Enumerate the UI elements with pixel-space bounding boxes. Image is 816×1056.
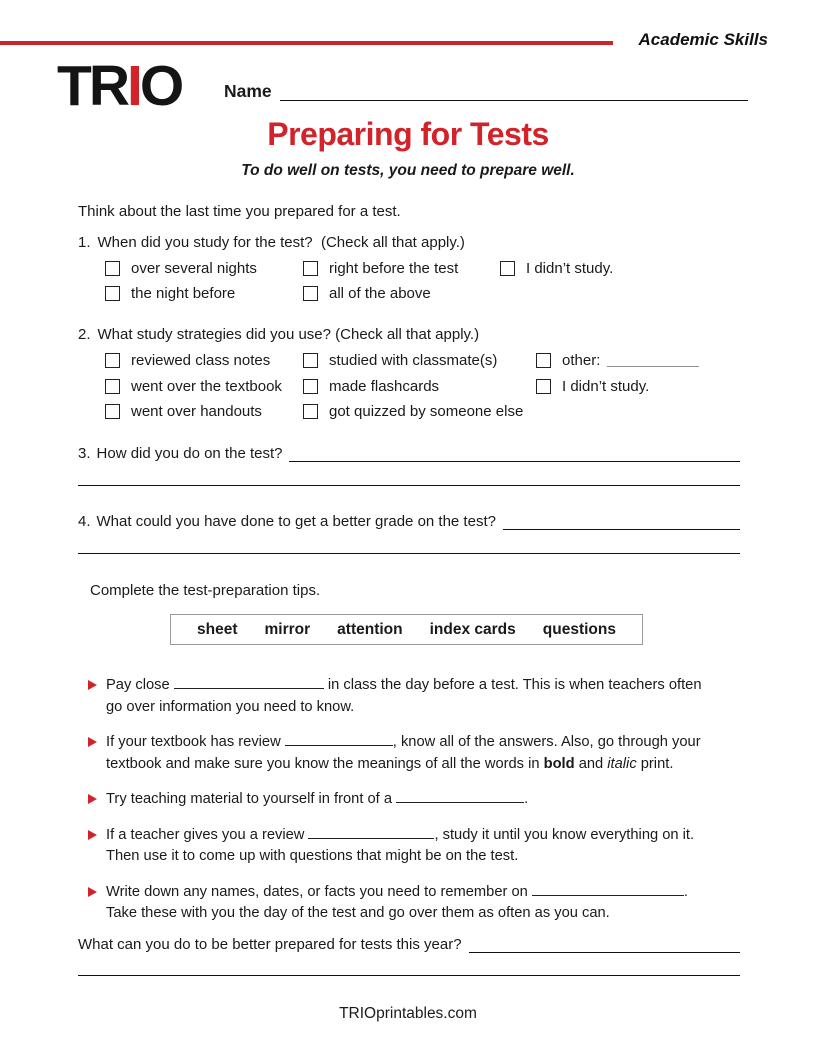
tip-2-italic-word: italic [607,755,637,772]
name-row [224,79,748,102]
question-3-number: 3. [78,445,91,462]
tip-2-line2-end: print. [636,755,674,772]
word-bank-item: questions [542,620,616,638]
option-q1-0 [105,256,303,281]
tip-4-blank[interactable] [308,826,434,839]
logo-text-i: I [126,54,140,118]
tip-4-pre: If a teacher gives you a review [106,826,309,843]
checkbox[interactable] [303,261,318,276]
checkbox[interactable] [303,404,318,419]
tip-3-text [106,789,528,811]
question-4-text: What could you have done to get a better grade on the test? [96,513,496,530]
option-label: I didn’t study. [562,377,650,395]
option-label: I didn’t study. [526,260,614,277]
name-label: Name [224,81,272,101]
option-label: over several nights [131,260,257,277]
checkbox[interactable] [105,353,120,368]
tip-1 [88,675,788,718]
intro-text: Think about the last time you prepared for a test. [78,203,401,220]
tip-2-blank[interactable] [285,733,393,746]
option-q1-2 [500,256,750,281]
logo-text-tr: TR [57,54,127,118]
tip-1-pre: Pay close [106,677,174,693]
tip-5-blank[interactable] [532,883,684,896]
option-label: all of the above [329,285,431,302]
option-q2-5 [536,374,750,400]
checkbox[interactable] [105,286,120,301]
tips-intro: Complete the test-preparation tips. [90,582,321,599]
tip-1-line2: go over information you need to know. [106,698,355,715]
final-question-text: What can you do to be better prepared for tests this year? [78,936,462,953]
option-label: went over handouts [131,403,262,421]
option-label: studied with classmate(s) [329,352,498,370]
checkbox[interactable] [536,379,551,394]
tip-4-line2: Then use it to come up with questions that might be on the test. [106,848,519,864]
question-3-answer-line[interactable] [289,444,740,462]
option-q2-other [536,348,750,374]
tip-2-text [106,732,701,775]
option-label: made flashcards [329,377,440,395]
checkbox[interactable] [105,261,120,276]
word-bank [170,614,643,645]
question-4-answer-line-2[interactable] [78,538,740,554]
question-3-answer-line-2[interactable] [78,470,740,486]
header-rule [0,41,613,45]
option-label: other: [562,352,601,370]
word-bank-item: index cards [429,620,516,638]
tip-4 [88,825,788,868]
tip-3 [88,789,788,811]
option-q1-3 [105,281,303,306]
question-4-number: 4. [78,513,91,530]
question-1 [78,234,465,251]
tip-3-blank[interactable] [396,790,524,803]
question-2-number: 2. [78,326,91,343]
question-1-number: 1. [78,234,91,251]
checkbox[interactable] [105,379,120,394]
checkbox[interactable] [303,353,318,368]
tip-1-text [106,675,702,718]
page-title: Preparing for Tests [267,116,549,152]
option-label: went over the textbook [131,377,282,395]
tip-5 [88,882,788,925]
option-q1-4 [303,281,500,306]
final-question-answer-line[interactable] [469,935,740,953]
bullet-triangle-icon [88,737,97,747]
page-subtitle: To do well on tests, you need to prepare well. [241,162,575,179]
question-1-text: When did you study for the test? (Check all that apply.) [97,234,465,251]
tip-5-line2: Take these with you the day of the test and go over them as often as you can. [106,905,610,921]
other-write-in-line[interactable] [607,354,699,367]
bullet-triangle-icon [88,680,97,690]
checkbox[interactable] [303,286,318,301]
question-2-options [105,348,750,425]
option-label: got quizzed by someone else [329,403,524,421]
tip-2-line2-mid: and [574,755,608,772]
tip-1-blank[interactable] [174,676,324,689]
bullet-triangle-icon [88,830,97,840]
tip-2 [88,732,788,775]
word-bank-item: mirror [264,620,311,638]
option-label: the night before [131,285,236,302]
tip-5-text [106,882,688,925]
tip-5-pre: Write down any names, dates, or facts you need to remember on [106,883,532,900]
option-q2-7 [303,399,536,425]
option-label: reviewed class notes [131,352,271,370]
option-q2-6 [105,399,303,425]
tip-3-pre: Try teaching material to yourself in front of a [106,791,397,807]
checkbox[interactable] [536,353,551,368]
final-question-answer-line-2[interactable] [78,960,740,976]
tip-4-post: , study it until you know everything on it. [434,826,695,843]
tip-2-line2-pre: textbook and make sure you know the meanings of all the words in [106,755,544,772]
option-q2-3 [105,374,303,400]
checkbox[interactable] [105,404,120,419]
final-question [78,935,740,953]
tip-2-pre: If your textbook has review [106,734,285,750]
word-bank-item: sheet [197,620,238,638]
question-2-text: What study strategies did you use? (Check all that apply.) [97,326,480,343]
question-4-answer-line[interactable] [503,512,740,530]
question-4 [78,512,740,530]
checkbox[interactable] [303,379,318,394]
tip-5-post: . [683,883,688,900]
option-label: right before the test [329,260,459,277]
question-2 [78,326,479,343]
option-q2-1 [303,348,536,374]
tip-3-post: . [524,791,529,807]
word-bank-item: attention [337,620,403,638]
option-q2-4 [303,374,536,400]
option-q1-1 [303,256,500,281]
tip-2-bold-word: bold [543,755,575,772]
footer-url: TRIOprintables.com [339,1005,477,1022]
tip-2-post: , know all of the answers. Also, go through your [392,734,701,750]
tips-list [88,675,788,925]
checkbox[interactable] [500,261,515,276]
tip-4-text [106,825,694,868]
option-q2-0 [105,348,303,374]
question-3 [78,444,740,462]
name-input-line[interactable] [280,78,748,101]
bullet-triangle-icon [88,887,97,897]
tip-1-post: in class the day before a test. This is when teachers often [323,677,702,693]
bullet-triangle-icon [88,794,97,804]
question-1-options [105,256,750,306]
question-3-text: How did you do on the test? [96,445,283,462]
category-label: Academic Skills [638,30,768,49]
trio-logo [57,54,182,118]
logo-text-o: O [139,54,182,118]
